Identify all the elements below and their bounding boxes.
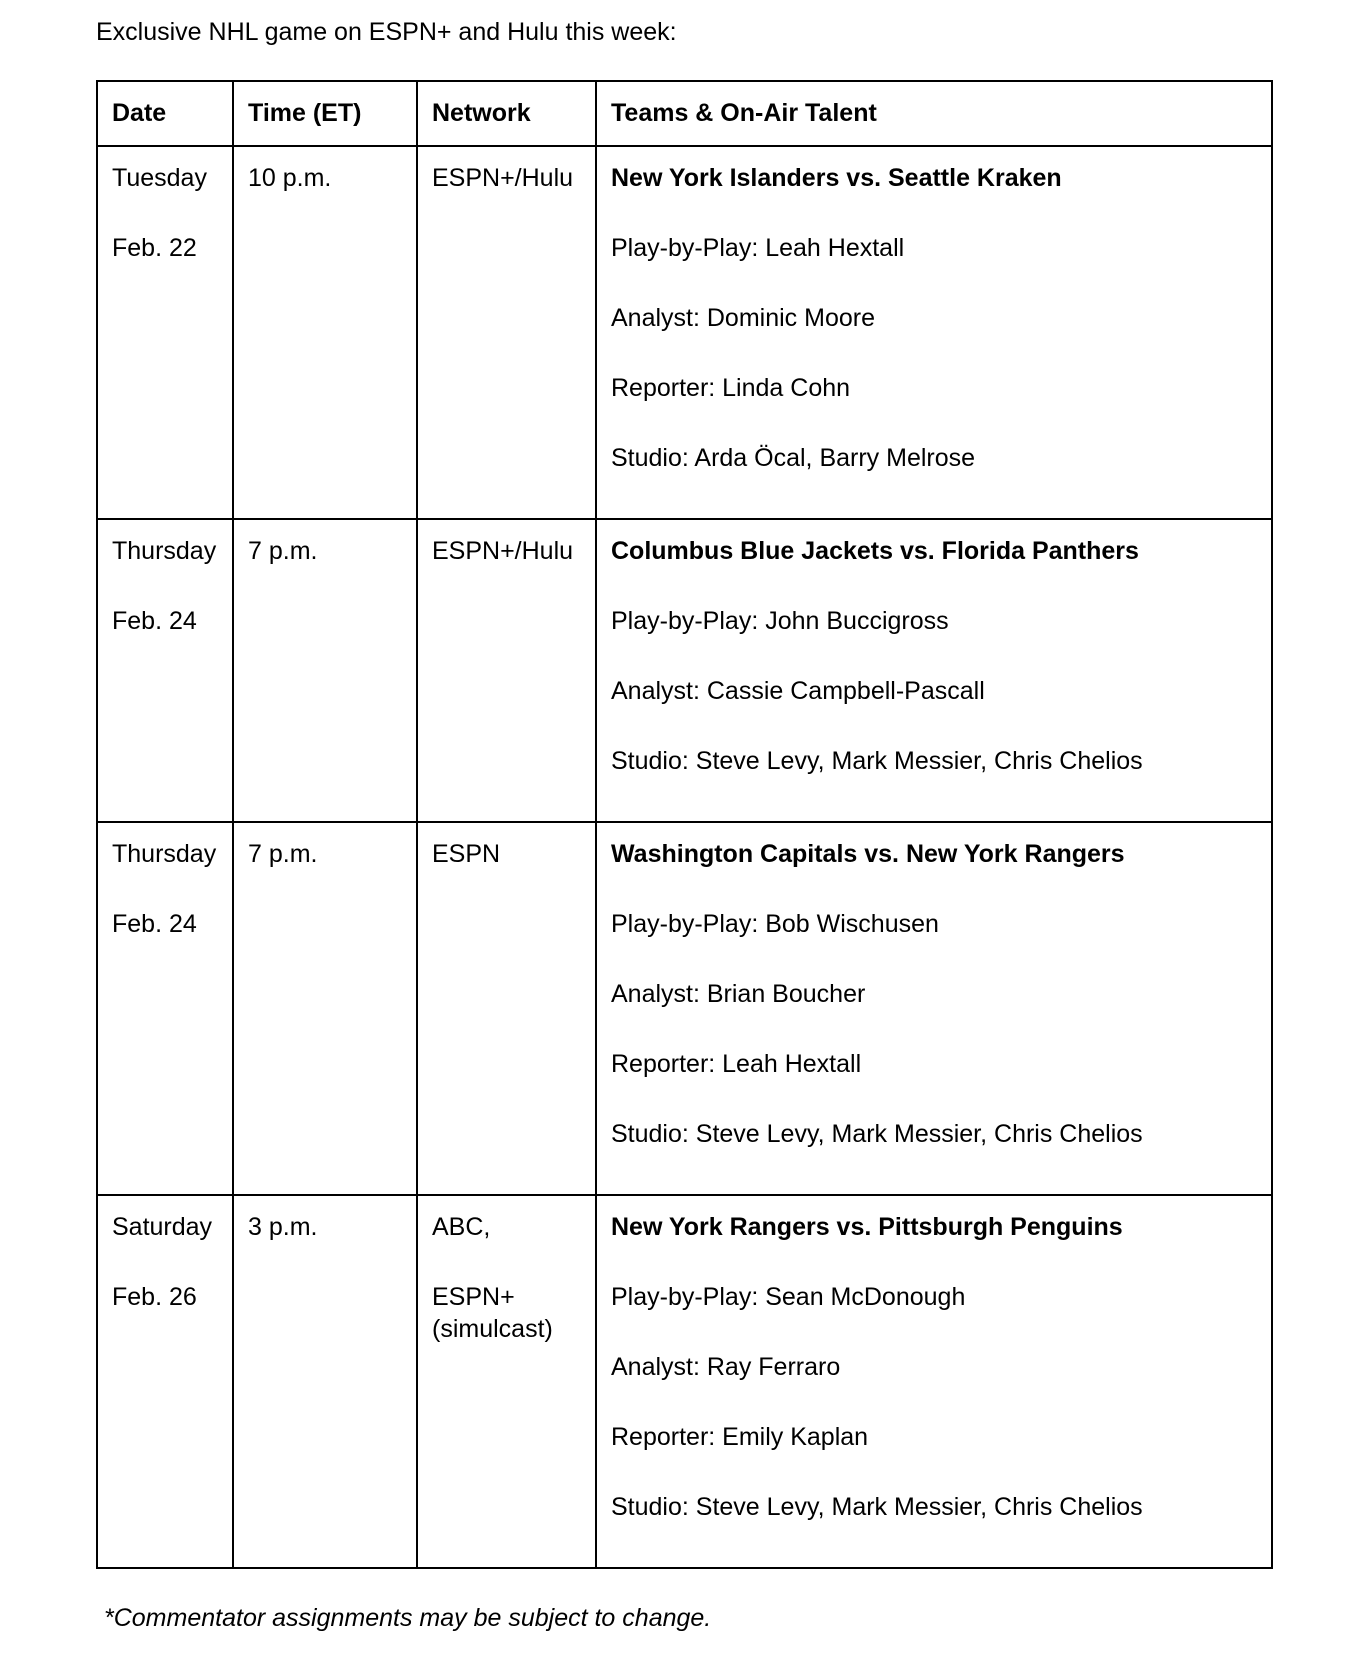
table-row — [97, 519, 1272, 822]
matchup: New York Islanders vs. Seattle Kraken — [611, 164, 1062, 192]
network: ABC, — [432, 1213, 491, 1241]
talent-play-by-play: Play-by-Play: John Buccigross — [611, 607, 949, 635]
teams-cell — [596, 146, 1272, 519]
talent-reporter: Reporter: Linda Cohn — [611, 374, 851, 402]
date-cell — [97, 1195, 233, 1568]
network-cell — [417, 146, 596, 519]
date: Feb. 22 — [112, 234, 197, 262]
matchup: Washington Capitals vs. New York Rangers — [611, 840, 1125, 868]
table-row — [97, 822, 1272, 1195]
matchup: Columbus Blue Jackets vs. Florida Panthers — [611, 537, 1139, 565]
teams-cell — [596, 822, 1272, 1195]
day: Thursday — [112, 840, 217, 868]
talent-analyst: Analyst: Brian Boucher — [611, 980, 866, 1008]
broadcast-schedule-table — [96, 80, 1273, 1569]
network-secondary: ESPN+ — [432, 1283, 515, 1311]
network-cell — [417, 519, 596, 822]
matchup: New York Rangers vs. Pittsburgh Penguins — [611, 1213, 1123, 1241]
talent-studio: Studio: Arda Öcal, Barry Melrose — [611, 444, 976, 472]
network: ESPN+/Hulu — [432, 537, 574, 565]
date-cell — [97, 146, 233, 519]
header-time: Time (ET) — [233, 81, 417, 146]
date-cell — [97, 822, 233, 1195]
date: Feb. 24 — [112, 910, 197, 938]
time-cell: 7 p.m. — [233, 822, 417, 1195]
teams-cell — [596, 1195, 1272, 1568]
talent-play-by-play: Play-by-Play: Sean McDonough — [611, 1283, 966, 1311]
talent-analyst: Analyst: Dominic Moore — [611, 304, 875, 332]
talent-play-by-play: Play-by-Play: Leah Hextall — [611, 234, 905, 262]
network-cell — [417, 1195, 596, 1568]
network: ESPN+/Hulu — [432, 164, 574, 192]
day: Saturday — [112, 1213, 213, 1241]
table-row — [97, 1195, 1272, 1568]
day: Thursday — [112, 537, 217, 565]
table-row — [97, 146, 1272, 519]
footnote: *Commentator assignments may be subject to change. — [104, 1604, 712, 1632]
header-teams: Teams & On-Air Talent — [596, 81, 1272, 146]
time-cell: 10 p.m. — [233, 146, 417, 519]
header-network: Network — [417, 81, 596, 146]
network: ESPN — [432, 840, 501, 868]
time-cell: 3 p.m. — [233, 1195, 417, 1568]
date: Feb. 24 — [112, 607, 197, 635]
network-note: (simulcast) — [432, 1315, 553, 1343]
talent-studio: Studio: Steve Levy, Mark Messier, Chris Chelios — [611, 1120, 1143, 1148]
teams-cell — [596, 519, 1272, 822]
date: Feb. 26 — [112, 1283, 197, 1311]
talent-analyst: Analyst: Cassie Campbell-Pascall — [611, 677, 985, 705]
day: Tuesday — [112, 164, 207, 192]
talent-reporter: Reporter: Leah Hextall — [611, 1050, 862, 1078]
date-cell — [97, 519, 233, 822]
header-row — [97, 81, 1272, 146]
talent-studio: Studio: Steve Levy, Mark Messier, Chris Chelios — [611, 1493, 1143, 1521]
intro-text: Exclusive NHL game on ESPN+ and Hulu this week: — [96, 18, 677, 46]
talent-play-by-play: Play-by-Play: Bob Wischusen — [611, 910, 939, 938]
talent-reporter: Reporter: Emily Kaplan — [611, 1423, 869, 1451]
talent-studio: Studio: Steve Levy, Mark Messier, Chris Chelios — [611, 747, 1143, 775]
header-date: Date — [97, 81, 233, 146]
talent-analyst: Analyst: Ray Ferraro — [611, 1353, 841, 1381]
time-cell: 7 p.m. — [233, 519, 417, 822]
network-cell — [417, 822, 596, 1195]
